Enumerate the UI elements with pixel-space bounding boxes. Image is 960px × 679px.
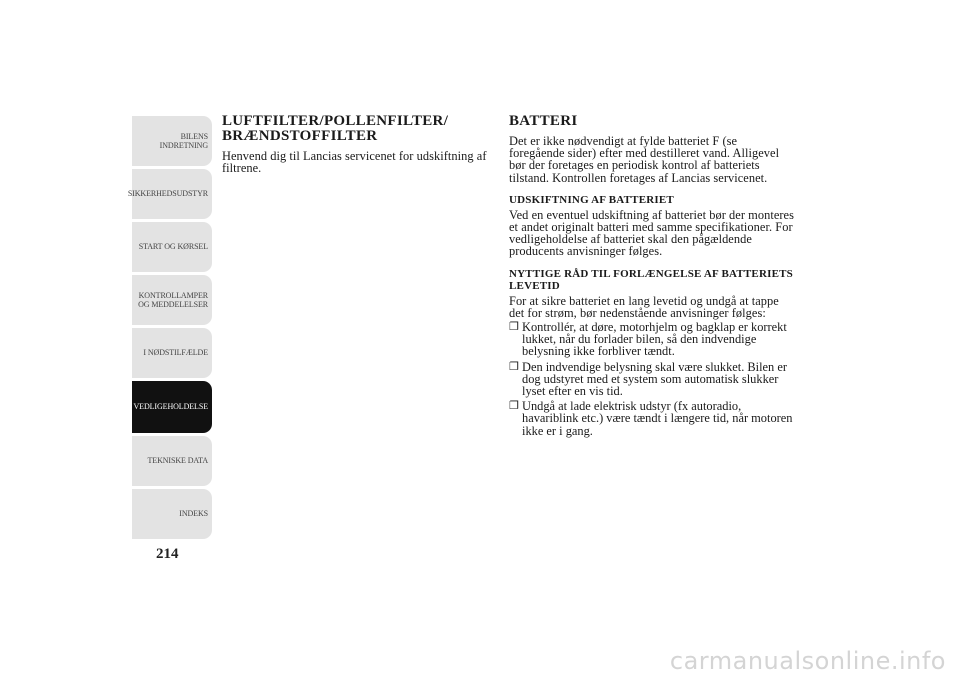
tab-indeks[interactable] — [132, 489, 212, 539]
tab-label: BILENS INDRETNING — [159, 131, 208, 150]
checkbox-bullet-icon: ❐ — [509, 321, 519, 334]
battery-intro: Det er ikke nødvendigt at fylde batteriet F (se foregående sider) efter med destilleret vand. Alligevel bør der foretages en periodisk kontrol af batteriets tilstand. Kontrollen foretages af Lancias servicenet. — [509, 134, 780, 185]
tab-label: VEDLIGEHOLDELSE — [133, 402, 208, 412]
tips-body: For at sikre batteriet en lang levetid og undgå at tappe det for strøm, bør nedenstående anvisninger følges: — [509, 293, 779, 320]
replacement-subheading: UDSKIFTNING AF BATTERIET — [509, 193, 674, 206]
left-column — [222, 114, 500, 174]
watermark: carmanualsonline.info — [669, 647, 946, 675]
tab-label: KONTROLLAMPER OG MEDDELELSER — [138, 290, 208, 309]
page-number: 214 — [156, 546, 179, 562]
tab-vedligeholdelse[interactable] — [132, 381, 212, 433]
checkbox-bullet-icon: ❐ — [509, 400, 519, 413]
tips-list — [509, 321, 794, 437]
chapter-tabs — [127, 116, 212, 542]
tab-i-nodstilfaelde[interactable] — [132, 328, 212, 378]
tab-label: SIKKERHEDSUDSTYR — [127, 189, 208, 199]
replacement-body: Ved en eventuel udskiftning af batteriet bør der monteres et andet originalt batteri med samme specifikationer. For vedligeholdelse af batteriet skal den pågældende producents anvisninger følges. — [509, 207, 794, 259]
battery-heading: BATTERI — [509, 113, 578, 129]
filter-heading: LUFTFILTER/POLLENFILTER/ BRÆNDSTOFFILTER — [222, 113, 449, 144]
list-item: ❐ Undgå at lade elektrisk udstyr (fx autoradio, havariblink etc.) være tændt i længere tid, når motoren ikke er i gang. — [509, 399, 793, 438]
filter-body: Henvend dig til Lancias servicenet for udskiftning af filtrene. — [222, 149, 487, 176]
tab-label: I NØDSTILFÆLDE — [143, 348, 208, 358]
list-item: ❐ Kontrollér, at døre, motorhjelm og bagklap er korrekt lukket, når du forlader bilen, så den indvendige belysning ikke forbliver tændt. — [509, 320, 787, 359]
tab-bilens-indretning[interactable] — [132, 116, 212, 166]
tab-tekniske-data[interactable] — [132, 436, 212, 486]
tab-label: TEKNISKE DATA — [147, 456, 208, 466]
tab-label: INDEKS — [179, 509, 208, 519]
checkbox-bullet-icon: ❐ — [509, 360, 519, 373]
right-column — [509, 114, 794, 440]
tab-sikkerhedsudstyr[interactable] — [127, 169, 212, 219]
tab-label: START OG KØRSEL — [138, 242, 208, 252]
tab-start-og-korsel[interactable] — [132, 222, 212, 272]
tab-kontrollamper[interactable] — [132, 275, 212, 325]
tips-subheading: NYTTIGE RÅD TIL FORLÆNGELSE AF BATTERIETS LEVETID — [509, 267, 793, 292]
list-item: ❐ Den indvendige belysning skal være slukket. Bilen er dog udstyret med et system som automatisk slukker lyset efter en vis tid. — [509, 359, 787, 399]
